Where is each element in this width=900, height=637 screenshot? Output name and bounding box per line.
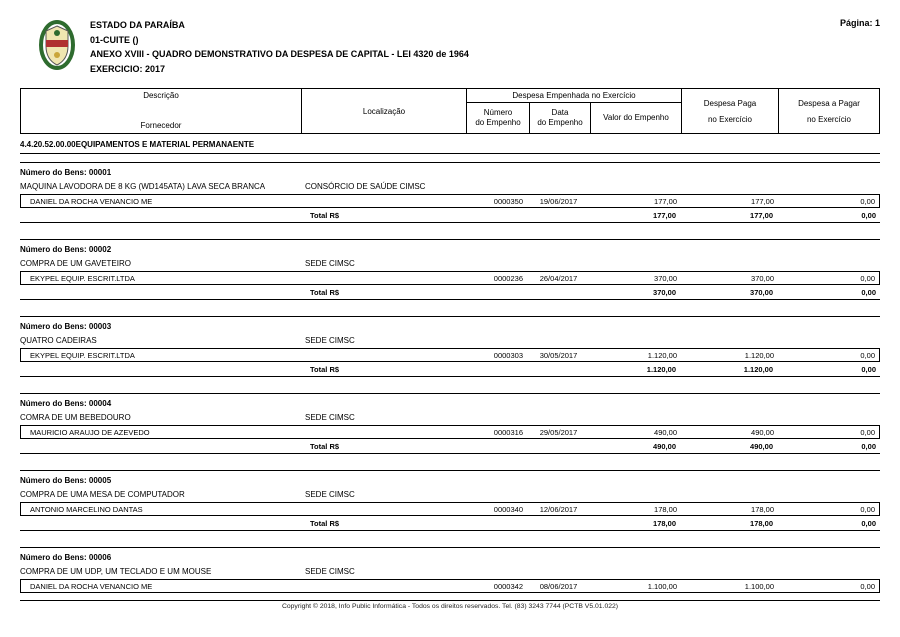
empenho-number: 0000350 [493,196,523,206]
empenho-row [20,194,880,208]
paid-value: 370,00 [751,273,774,283]
col-group-despesa-empenhada [466,89,681,133]
empenho-date: 08/06/2017 [539,581,578,591]
to-pay-value: 0,00 [860,504,875,514]
empenho-number: 0000340 [493,504,523,514]
empenho-date: 30/05/2017 [539,350,578,360]
supplier-name: MAURICIO ARAUJO DE AZEVEDO [30,427,150,437]
bem-number: Número do Bens: 00004 [20,399,112,408]
group-title: Despesa Empenhada no Exercício [467,89,681,103]
empenho-date: 12/06/2017 [539,504,578,514]
to-pay-value: 0,00 [860,196,875,206]
org-name: ESTADO DA PARAÍBA [90,20,185,30]
bem-description: MAQUINA LAVODORA DE 8 KG (WD145ATA) LAVA SECA BRANCA [20,182,266,191]
bem-location: CONSÓRCIO DE SAÚDE CIMSC [305,182,426,191]
report-header [20,18,880,88]
col-localizacao [301,89,466,133]
table-header [20,88,880,134]
bem-block-00003 [20,316,880,377]
bem-location: SEDE CIMSC [305,567,355,576]
total-paid-value: 178,00 [750,518,773,528]
account-section-row [20,137,880,154]
empenho-row [20,579,880,593]
col-data-empenho [529,103,590,133]
numero-label-line2: do Empenho [475,118,521,127]
bem-description-row [20,256,880,271]
total-label: Total R$ [310,287,340,297]
empenho-date: 29/05/2017 [539,427,578,437]
total-empenho-value: 490,00 [653,441,676,451]
data-label-line2: do Empenho [537,118,583,127]
bem-number: Número do Bens: 00006 [20,553,112,562]
bem-description: COMPRA DE UMA MESA DE COMPUTADOR [20,490,185,499]
bem-block-00002 [20,239,880,300]
total-row [20,516,880,531]
bem-location: SEDE CIMSC [305,259,355,268]
coat-of-arms-icon [38,20,76,70]
total-row [20,362,880,377]
empenho-number: 0000316 [493,427,523,437]
supplier-name: EKYPEL EQUIP. ESCRIT.LTDA [30,350,135,360]
bem-number: Número do Bens: 00002 [20,245,112,254]
bem-description-row [20,333,880,348]
bem-block-00001 [20,162,880,223]
total-to-pay-value: 0,00 [861,518,876,528]
total-row [20,208,880,223]
paid-value: 1.100,00 [744,581,774,591]
bem-block-00005 [20,470,880,531]
to-pay-value: 0,00 [860,350,875,360]
supplier-name: DANIEL DA ROCHA VENANCIO ME [30,196,153,206]
bem-number: Número do Bens: 00005 [20,476,112,485]
numero-label-line1: Número [483,108,513,117]
to-pay-value: 0,00 [860,273,875,283]
col-valor-empenho [590,103,681,133]
bem-location: SEDE CIMSC [305,413,355,422]
total-empenho-value: 178,00 [653,518,676,528]
empenho-row [20,502,880,516]
col-numero-empenho [467,103,529,133]
account-name: EQUIPAMENTOS E MATERIAL PERMANAENTE [75,140,255,149]
to-pay-value: 0,00 [860,427,875,437]
total-label: Total R$ [310,518,340,528]
bem-description-row [20,564,880,579]
exercise-year: EXERCICIO: 2017 [90,63,166,74]
entity-name: 01-CUITE () [90,34,139,45]
total-paid-value: 370,00 [750,287,773,297]
empenho-row [20,425,880,439]
col-despesa-a-pagar [778,89,879,133]
total-to-pay-value: 0,00 [861,441,876,451]
header-text [90,18,469,76]
empenho-value: 1.120,00 [647,350,677,360]
total-to-pay-value: 0,00 [861,210,876,220]
paid-value: 1.120,00 [744,350,774,360]
bem-description: COMPRA DE UM GAVETEIRO [20,259,131,268]
empenho-row [20,348,880,362]
account-code: 4.4.20.52.00.00 [20,140,76,149]
data-label-line1: Data [551,108,569,117]
bem-location: SEDE CIMSC [305,336,355,345]
empenho-date: 19/06/2017 [539,196,578,206]
bem-description-row [20,179,880,194]
bem-block-00006 [20,547,880,593]
empenho-row [20,271,880,285]
valor-label: Valor do Empenho [603,113,669,122]
empenho-date: 26/04/2017 [539,273,578,283]
total-to-pay-value: 0,00 [861,287,876,297]
bem-description-row [20,487,880,502]
total-row [20,285,880,300]
total-paid-value: 177,00 [750,210,773,220]
bem-number: Número do Bens: 00001 [20,168,112,177]
col-descricao-fornecedor [21,89,301,133]
bem-description-row [20,410,880,425]
pagar-label-line2: no Exercício [806,114,852,124]
col-fornecedor-label: Fornecedor [140,121,182,130]
total-empenho-value: 370,00 [653,287,676,297]
col-localizacao-label: Localização [362,106,406,116]
supplier-name: DANIEL DA ROCHA VENANCIO ME [30,581,153,591]
col-despesa-paga [681,89,778,133]
total-row [20,439,880,454]
empenho-value: 177,00 [654,196,677,206]
total-paid-value: 1.120,00 [743,364,773,374]
bem-description: COMPRA DE UM UDP, UM TECLADO E UM MOUSE [20,567,212,576]
paid-value: 177,00 [751,196,774,206]
total-to-pay-value: 0,00 [861,364,876,374]
empenho-number: 0000342 [493,581,523,591]
group-subcolumns [467,103,681,133]
bem-description: COMRA DE UM BEBEDOURO [20,413,131,422]
total-label: Total R$ [310,210,340,220]
bem-location: SEDE CIMSC [305,490,355,499]
col-descricao-label: Descrição [143,91,179,100]
supplier-name: EKYPEL EQUIP. ESCRIT.LTDA [30,273,135,283]
total-label: Total R$ [310,364,340,374]
empenho-value: 178,00 [654,504,677,514]
empenho-number: 0000236 [493,273,523,283]
total-empenho-value: 1.120,00 [646,364,676,374]
to-pay-value: 0,00 [860,581,875,591]
paga-label-line2: no Exercício [707,114,753,124]
copyright-footer: Copyright © 2018, Info Public Informática - Todos os direitos reservados. Tel. (83) 3243 7744 (PCTB V5.01.022) [20,600,880,610]
empenho-value: 370,00 [654,273,677,283]
bem-block-00004 [20,393,880,454]
supplier-name: ANTONIO MARCELINO DANTAS [30,504,143,514]
total-label: Total R$ [310,441,340,451]
empenho-value: 1.100,00 [647,581,677,591]
empenho-number: 0000303 [493,350,523,360]
bem-number: Número do Bens: 00003 [20,322,112,331]
page-number: Página: 1 [839,18,880,28]
paid-value: 490,00 [751,427,774,437]
report-title: ANEXO XVIII - QUADRO DEMONSTRATIVO DA DESPESA DE CAPITAL - LEI 4320 de 1964 [90,49,469,59]
paga-label-line1: Despesa Paga [703,98,757,108]
empenho-value: 490,00 [654,427,677,437]
total-paid-value: 490,00 [750,441,773,451]
bem-description: QUATRO CADEIRAS [20,336,97,345]
paid-value: 178,00 [751,504,774,514]
pagar-label-line1: Despesa a Pagar [798,98,860,108]
total-empenho-value: 177,00 [653,210,676,220]
